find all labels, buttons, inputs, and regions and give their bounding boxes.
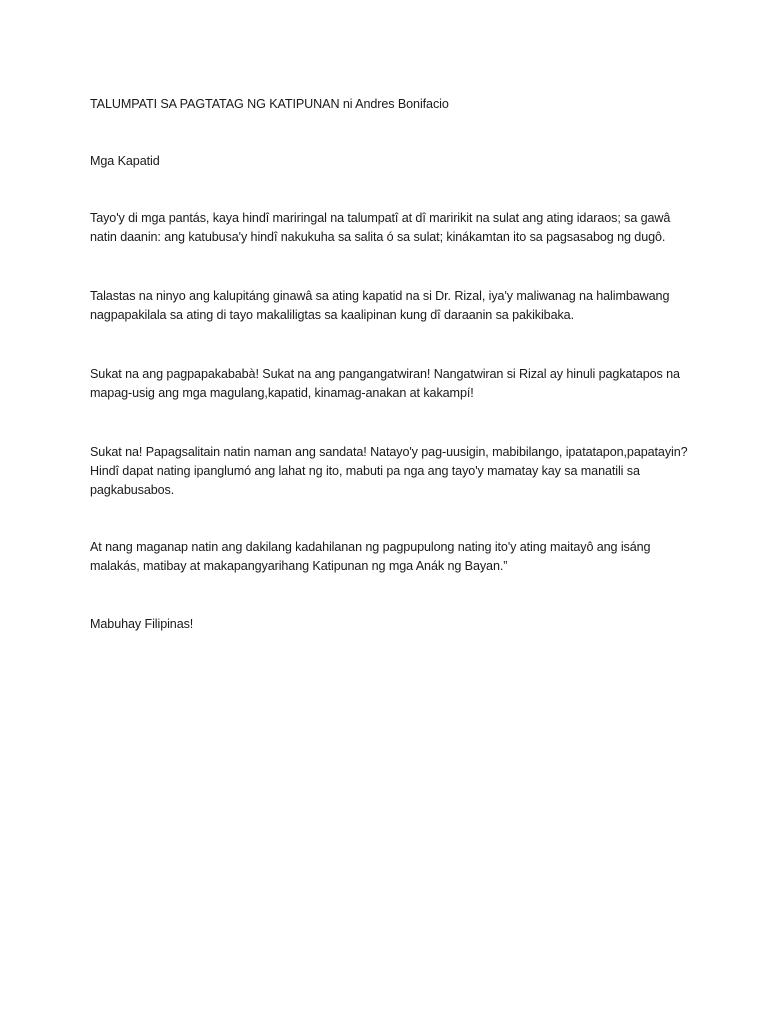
paragraph-1: Tayo'y di mga pantás, kaya hindî mariringal na talumpatî at dî maririkit na sulat ang ating idaraos; sa gawâ natin daanin: ang katubusa'y hindî nakukuha sa salita ó sa sulat; kinákamtan ito sa pagsasabog ng dugô. bbox=[90, 211, 671, 244]
paragraph-2: Talastas na ninyo ang kalupitáng ginawâ sa ating kapatid na si Dr. Rizal, iya'y maliwanag na halimbawang nagpapakilala sa ating di tayo makaliligtas sa kaalipinan kung dî daraanin sa pakikibaka. bbox=[90, 289, 670, 322]
closing-line: Mabuhay Filipinas! bbox=[90, 617, 194, 631]
paragraph-4: Sukat na! Papagsalitain natin naman ang sandata! Natayo'y pag-uusigin, mabibilango, ipatatapon,papatayin? Hindî dapat nating ipanglumó ang lahat ng ito, mabuti pa nga ang tayo'y mamatay kay sa manatili sa pagkabusabos. bbox=[90, 445, 688, 497]
document-body bbox=[90, 95, 690, 634]
document-title: TALUMPATI SA PAGTATAG NG KATIPUNAN ni Andres Bonifacio bbox=[90, 97, 449, 111]
salutation: Mga Kapatid bbox=[90, 154, 160, 168]
paragraph-5: At nang maganap natin ang dakilang kadahilanan ng pagpupulong nating ito'y ating maitayô ang isáng malakás, matibay at makapangyarihang Katipunan ng mga Anák ng Bayan.” bbox=[90, 540, 651, 573]
paragraph-3: Sukat na ang pagpapakababà! Sukat na ang pangangatwiran! Nangatwiran si Rizal ay hinuli pagkatapos na mapag-usig ang mga magulang,kapatid, kinamag-anakan at kakampí! bbox=[90, 367, 680, 400]
